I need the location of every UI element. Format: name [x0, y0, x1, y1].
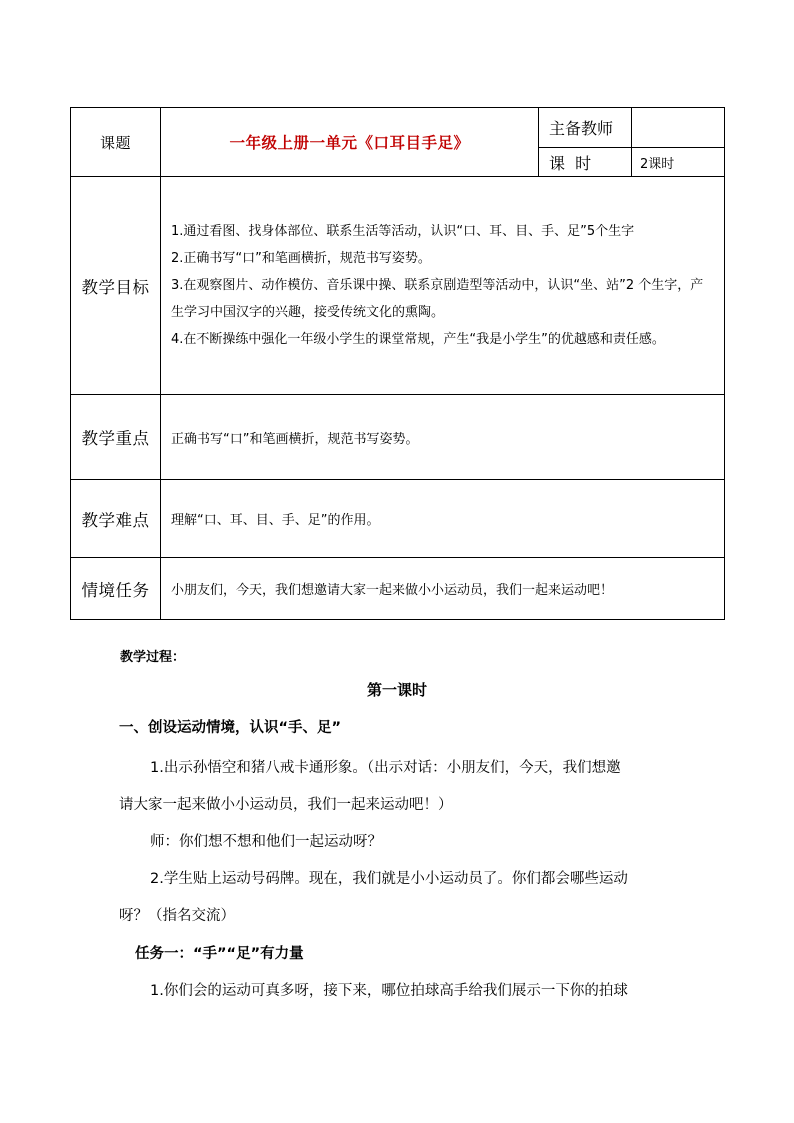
class-hours-label: 课 时 — [539, 148, 632, 177]
objective-item: 3.在观察图片、动作模仿、音乐课中操、联系京剧造型等活动中，认识“坐、站”2 个生字，产生学习中国汉字的兴趣，接受传统文化的熏陶。 — [171, 278, 704, 320]
objective-item: 2.正确书写“口”和笔画横折，规范书写姿势。 — [171, 251, 431, 266]
teacher-question: 师：你们想不想和他们一起运动呀？ — [150, 834, 382, 850]
difficulties-content: 理解“口、耳、目、手、足”的作用。 — [161, 480, 725, 558]
key-points-label: 教学重点 — [71, 395, 161, 480]
class-hours-value: 2课时 — [632, 148, 725, 177]
paragraph-line: 2.学生贴上运动号码牌。现在，我们就是小小运动员了。你们都会哪些运动 — [150, 871, 628, 887]
scenario-label: 情境任务 — [71, 558, 161, 620]
section-heading: 一、创设运动情境，认识“手、足” — [119, 720, 342, 736]
paragraph-line: 1.你们会的运动可真多呀，接下来，哪位拍球高手给我们展示一下你的拍球 — [150, 983, 628, 999]
difficulties-label: 教学难点 — [71, 480, 161, 558]
lead-teacher-label: 主备教师 — [539, 108, 632, 148]
objectives-content — [161, 177, 725, 395]
task-heading: 任务一：“手”“足”有力量 — [135, 946, 304, 962]
objectives-label: 教学目标 — [71, 177, 161, 395]
paragraph-line: 1.出示孙悟空和猪八戒卡通形象。（出示对话：小朋友们，今天，我们想邀 — [150, 760, 621, 776]
topic-label: 课题 — [71, 108, 161, 177]
topic-title: 一年级上册一单元《口耳目手足》 — [161, 108, 539, 177]
key-points-content: 正确书写“口”和笔画横折，规范书写姿势。 — [161, 395, 725, 480]
lesson-plan-table — [70, 107, 725, 620]
process-label: 教学过程： — [120, 650, 186, 665]
paragraph-line: 呀？（指名交流） — [119, 908, 235, 924]
lead-teacher-value — [632, 108, 725, 148]
objective-item: 4.在不断操练中强化一年级小学生的课堂常规，产生“我是小学生”的优越感和责任感。 — [171, 332, 665, 347]
objective-item: 1.通过看图、找身体部位、联系生活等活动，认识“口、耳、目、手、足”5个生字 — [171, 224, 635, 239]
paragraph-line: 请大家一起来做小小运动员，我们一起来运动吧！） — [119, 797, 453, 813]
lesson-heading: 第一课时 — [366, 681, 427, 699]
scenario-content: 小朋友们，今天，我们想邀请大家一起来做小小运动员，我们一起来运动吧！ — [161, 558, 725, 620]
